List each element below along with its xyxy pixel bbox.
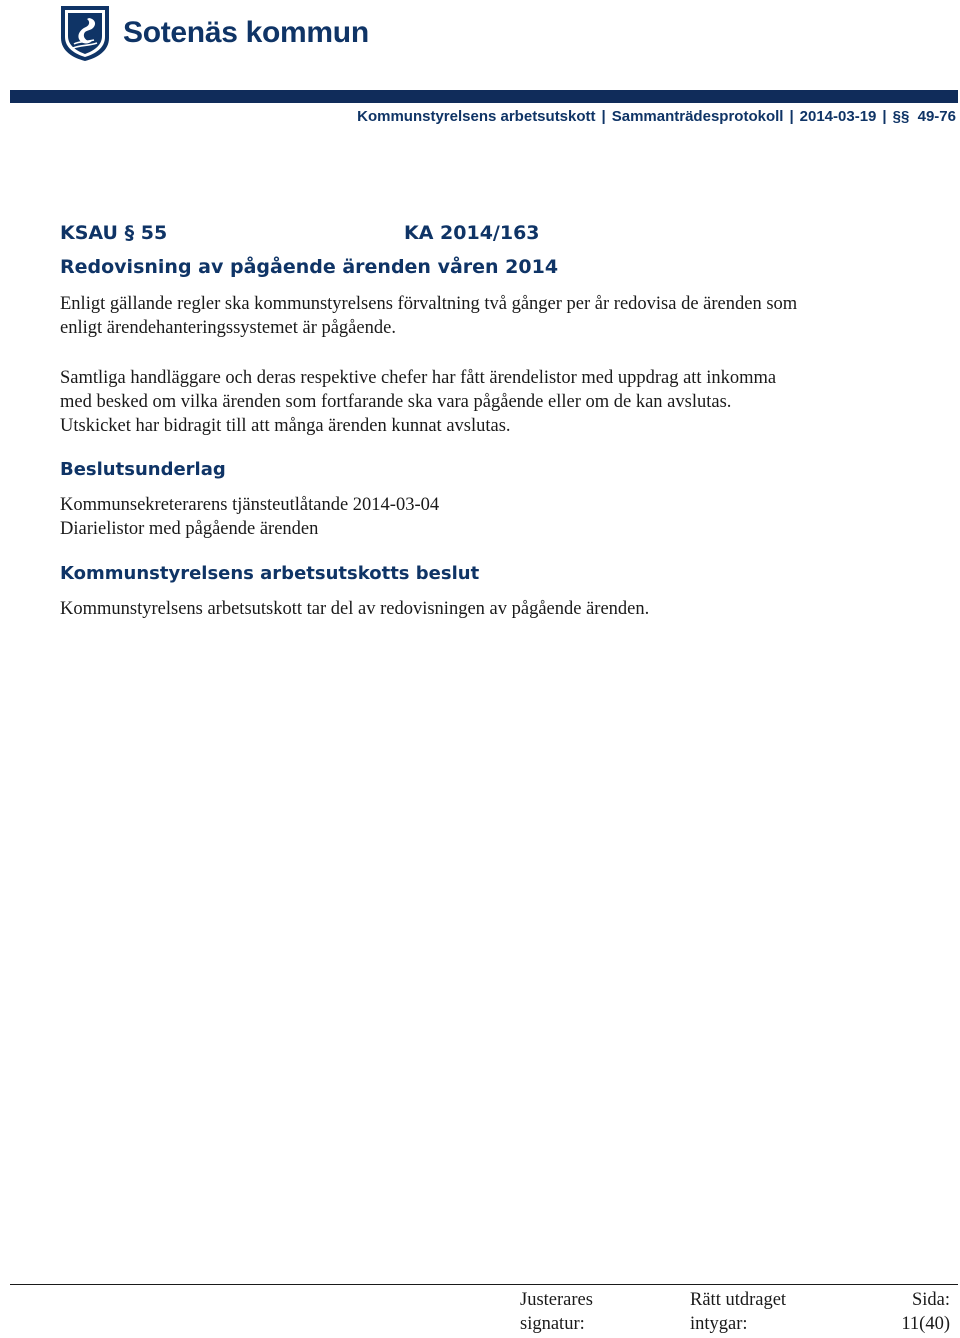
footer-label: Sida: [911,1290,950,1310]
municipality-logo [59,4,369,62]
paragraph-line: Kommunstyrelsens arbetsutskott tar del av redovisningen av pågående ärenden. [60,599,650,619]
paragraph-line: med besked om vilka ärenden som fortfarande ska vara pågående eller om de kan avslutas. [60,392,732,412]
footer-label: Justerares [520,1290,593,1310]
paragraph-line: Utskicket har bidragit till att många ärenden kunnat avslutas. [60,416,511,436]
footer-label: Rätt utdraget [690,1290,787,1310]
paragraph-process [60,366,920,438]
item-section-symbol: § [124,222,135,244]
logo-wordmark: Sotenäs kommun [123,16,369,49]
paragraph-line: Samtliga handläggare och deras respektive chefer har fått ärendelistor med uppdrag att inkomma [60,368,777,388]
header-separator: | [789,108,794,125]
page-count: 11(40) [901,1314,950,1334]
footer-page-number [901,1288,950,1336]
protocol-header [357,108,956,125]
section-symbol: § [892,108,901,125]
header-band [10,90,958,103]
item-heading [60,222,540,244]
decision-basis-list [60,493,439,541]
paragraph-line: enligt ärendehanteringssystemet är pågående. [60,318,396,338]
footer-adjuster-signature [520,1288,593,1336]
meeting-date: 2014-03-19 [799,108,877,125]
section-symbol: § [900,108,910,125]
footer-rule [10,1284,958,1285]
committee-name: Kommunstyrelsens arbetsutskott [357,108,596,125]
header-separator: | [882,108,887,125]
footer-label: intygar: [690,1314,748,1334]
list-item: Kommunsekreterarens tjänsteutlåtande 2014-03-04 [60,495,440,515]
decision-basis-heading: Beslutsunderlag [60,459,226,480]
document-type: Sammanträdesprotokoll [611,108,784,125]
decision-text [60,597,920,621]
coat-of-arms-icon [59,4,111,62]
paragraph-line: Enligt gällande regler ska kommunstyrelsens förvaltning två gånger per år redovisa de ärenden som [60,294,798,314]
list-item: Diarielistor med pågående ärenden [60,519,319,539]
item-title: Redovisning av pågående ärenden våren 2014 [60,256,559,278]
footer-certified-extract [690,1288,786,1336]
section-range: 49-76 [917,108,956,125]
paragraph-background [60,292,920,340]
footer-label: signatur: [520,1314,585,1334]
header-separator: | [601,108,606,125]
decision-heading: Kommunstyrelsens arbetsutskotts beslut [60,563,480,584]
case-number: KA 2014/163 [404,222,540,244]
item-label: KSAU [60,222,118,244]
item-number: 55 [140,222,168,244]
